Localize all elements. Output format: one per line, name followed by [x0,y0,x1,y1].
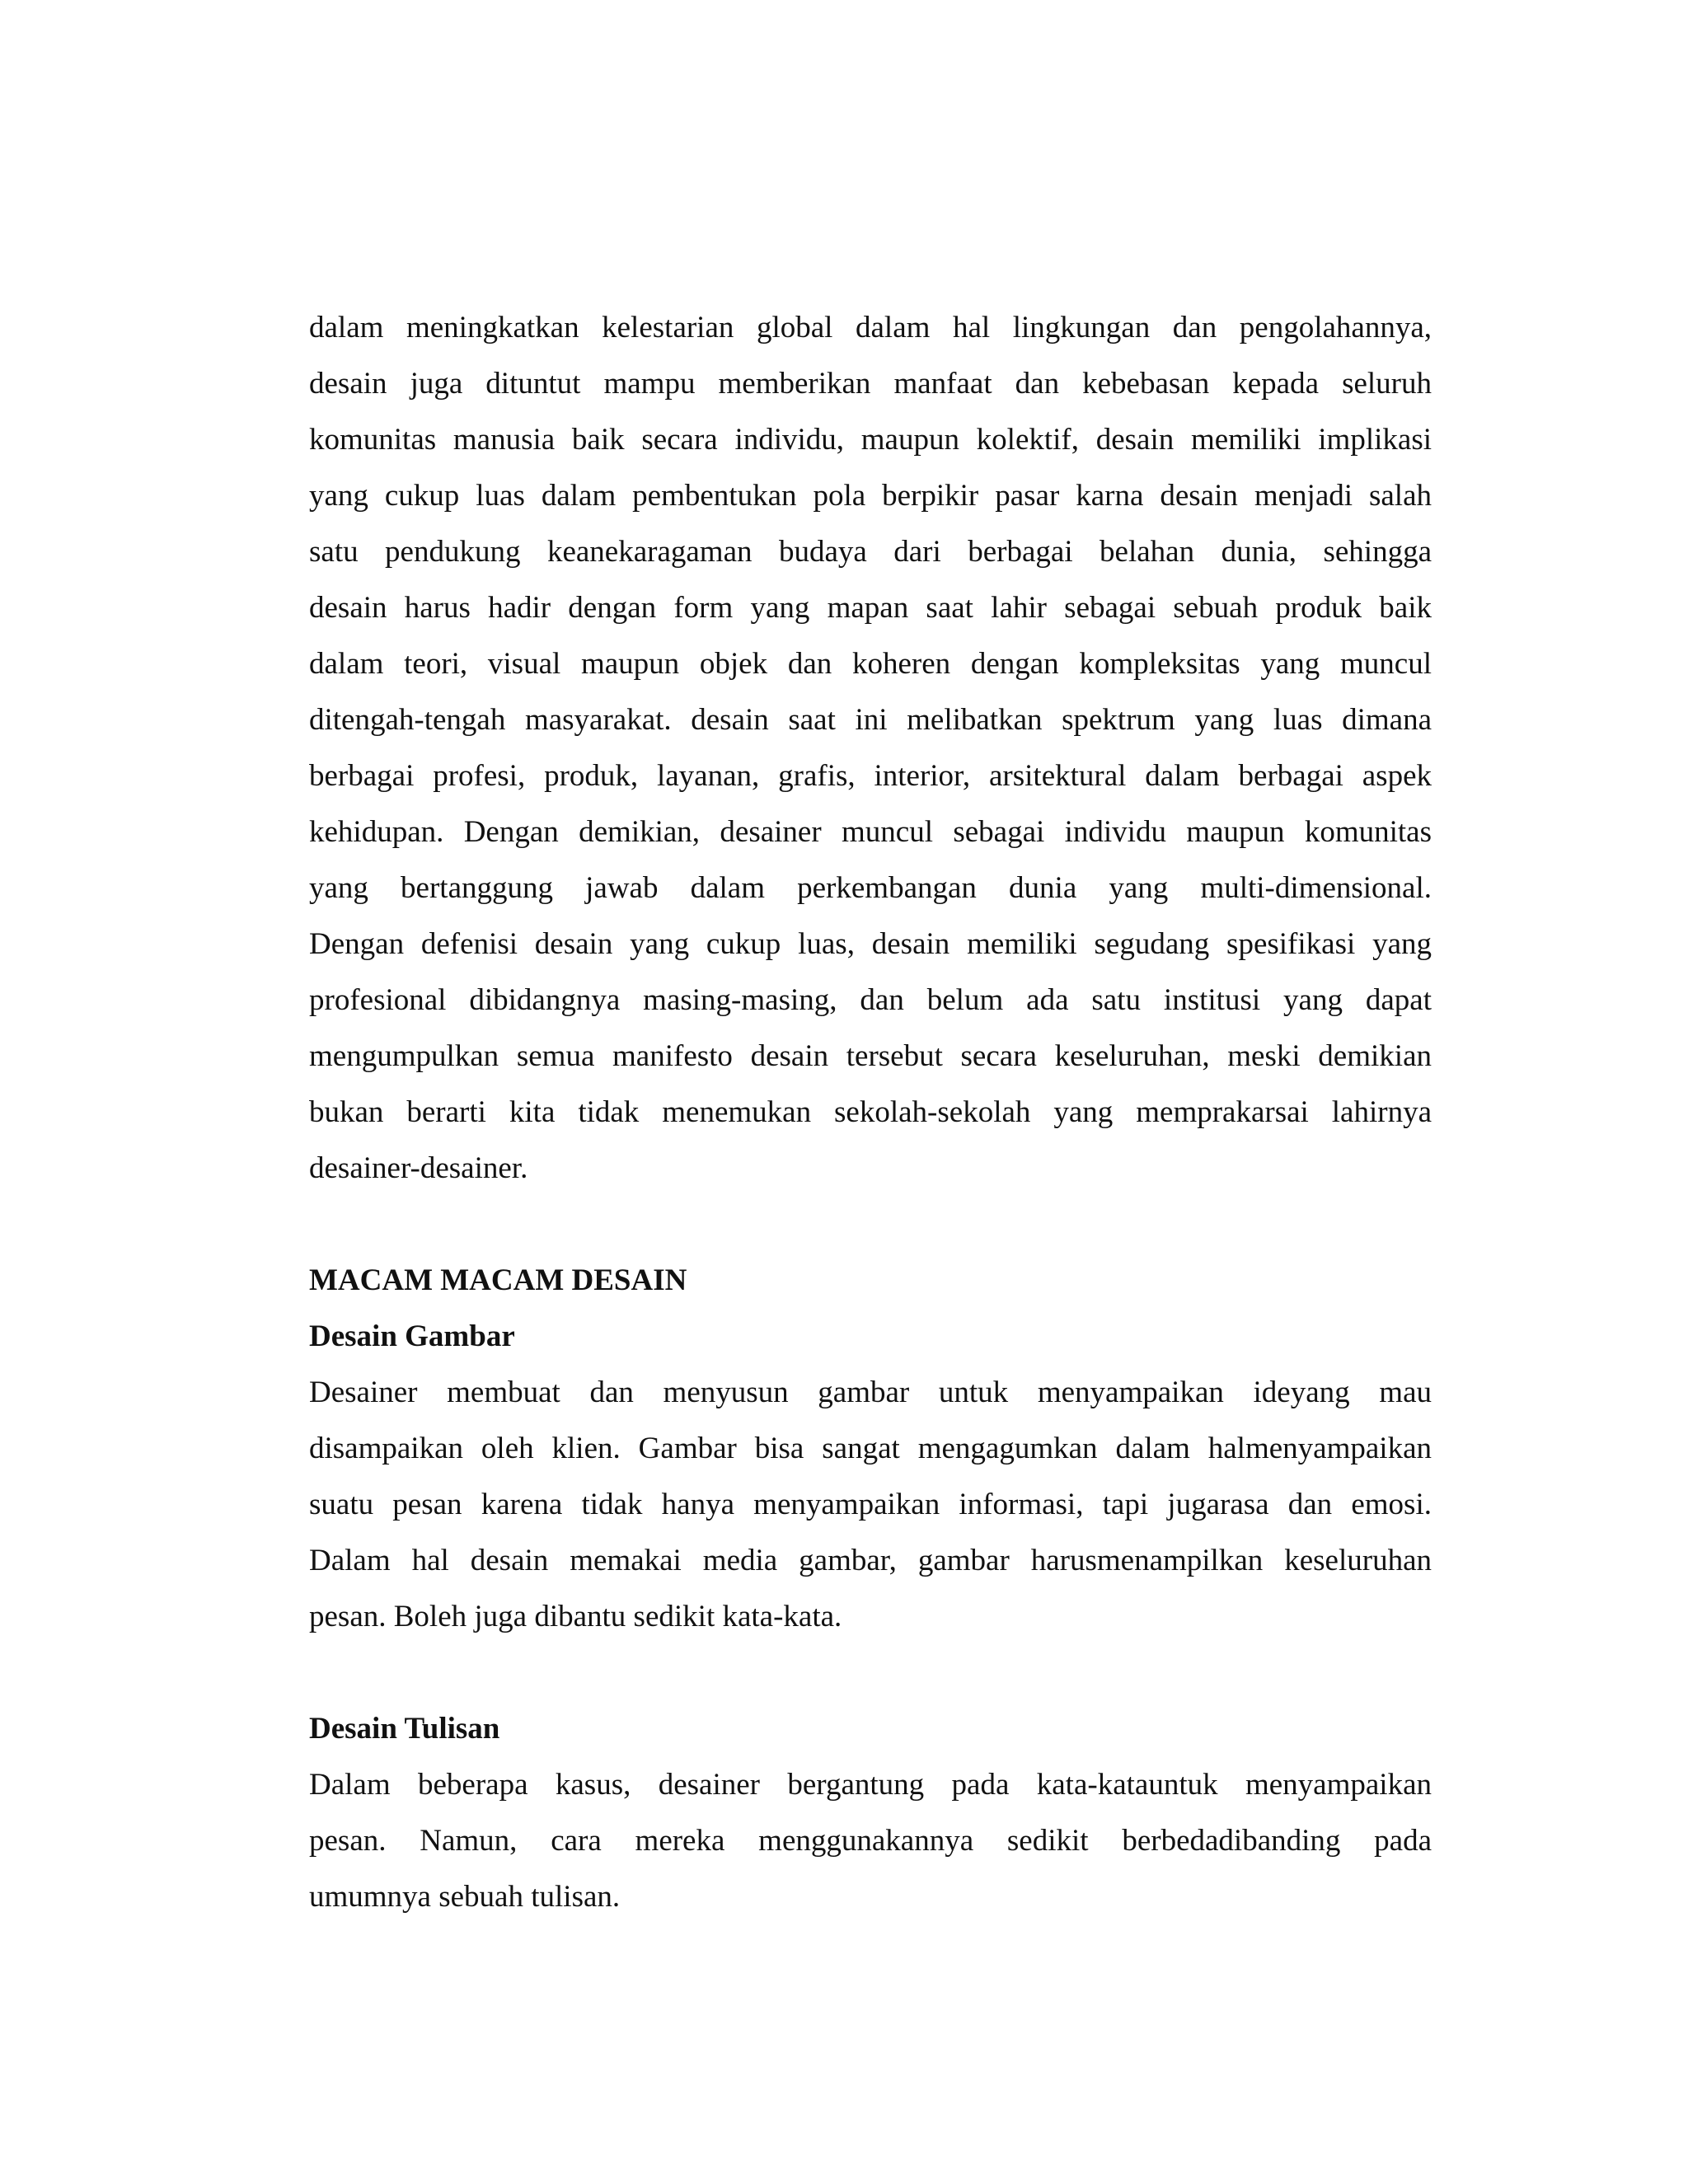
paragraph-line: umumnya sebuah tulisan. [309,1880,621,1914]
body-paragraph [309,300,1432,1197]
paragraph-line: yang cukup luas dalam pembentukan pola berpikir pasar karna desain menjadi salah [309,479,1432,513]
paragraph-line: dalam meningkatkan kelestarian global dalam hal lingkungan dan pengolahannya, [309,311,1432,344]
paragraph-line: mengumpulkan semua manifesto desain tersebut secara keseluruhan, meski demikian [309,1039,1432,1073]
paragraph-line: pesan. Namun, cara mereka menggunakannya sedikit berbedadibanding pada [309,1824,1432,1858]
paragraph-line: suatu pesan karena tidak hanya menyampaikan informasi, tapi jugarasa dan emosi. [309,1488,1432,1521]
subsection-heading: Desain Gambar [309,1319,515,1353]
paragraph-line: yang bertanggung jawab dalam perkembangan dunia yang multi-dimensional. [309,871,1432,905]
paragraph-line: kehidupan. Dengan demikian, desainer muncul sebagai individu maupun komunitas [309,815,1432,849]
desain-tulisan-section [309,1701,1432,1925]
paragraph-line: berbagai profesi, produk, layanan, grafis, interior, arsitektural dalam berbagai aspek [309,759,1432,793]
paragraph-line: dalam teori, visual maupun objek dan koheren dengan kompleksitas yang muncul [309,647,1432,681]
paragraph-line: desainer-desainer. [309,1151,528,1185]
paragraph-line: Dalam hal desain memakai media gambar, gambar harusmenampilkan keseluruhan [309,1544,1432,1577]
desain-gambar-section [309,1309,1432,1645]
paragraph-line: desain harus hadir dengan form yang mapan saat lahir sebagai sebuah produk baik [309,591,1432,625]
paragraph-line: Dengan defenisi desain yang cukup luas, desain memiliki segudang spesifikasi yang [309,927,1432,961]
spacer [309,1197,1432,1253]
paragraph-line: disampaikan oleh klien. Gambar bisa sangat mengagumkan dalam halmenyampaikan [309,1432,1432,1465]
paragraph-line: satu pendukung keanekaragaman budaya dari berbagai belahan dunia, sehingga [309,535,1432,569]
paragraph-line: pesan. Boleh juga dibantu sedikit kata-kata. [309,1600,842,1633]
spacer [309,1645,1432,1701]
page-content [309,300,1432,1925]
paragraph-line: Dalam beberapa kasus, desainer bergantung pada kata-katauntuk menyampaikan [309,1768,1432,1802]
paragraph-line: profesional dibidangnya masing-masing, dan belum ada satu institusi yang dapat [309,983,1432,1017]
paragraph-line: Desainer membuat dan menyusun gambar untuk menyampaikan ideyang mau [309,1376,1432,1409]
paragraph-line: bukan berarti kita tidak menemukan sekolah-sekolah yang memprakarsai lahirnya [309,1095,1432,1129]
paragraph-line: ditengah-tengah masyarakat. desain saat ini melibatkan spektrum yang luas dimana [309,703,1432,737]
section-heading: MACAM MACAM DESAIN [309,1263,687,1297]
subsection-heading: Desain Tulisan [309,1712,500,1746]
paragraph-line: desain juga dituntut mampu memberikan manfaat dan kebebasan kepada seluruh [309,367,1432,401]
paragraph-line: komunitas manusia baik secara individu, maupun kolektif, desain memiliki implikasi [309,423,1432,457]
